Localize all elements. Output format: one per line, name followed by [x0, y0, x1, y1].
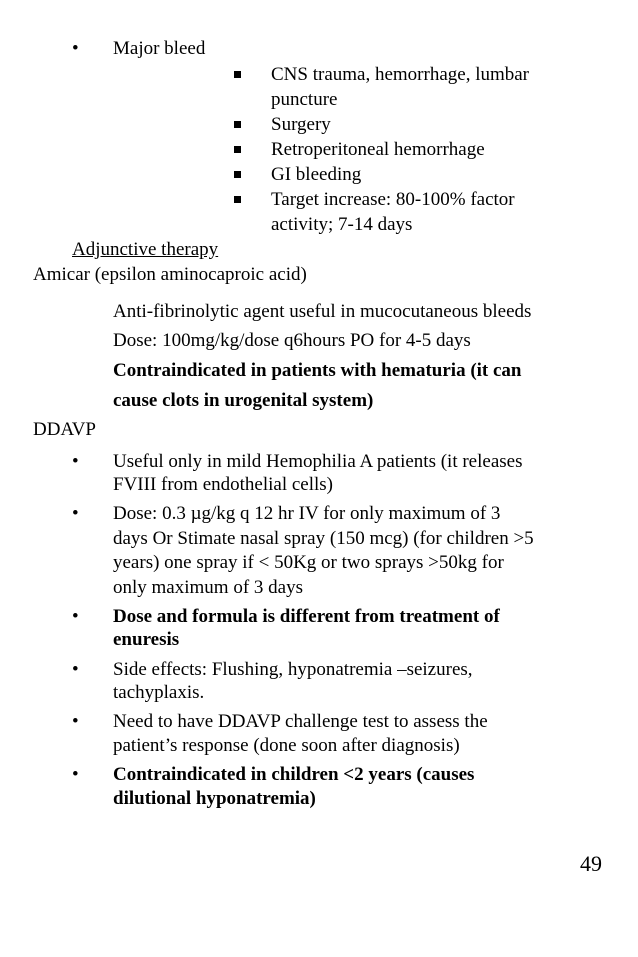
major-bleed-item: Target increase: 80-100% factor	[271, 189, 515, 210]
adjunctive-therapy-heading: Adjunctive therapy	[72, 239, 219, 260]
bullet-icon: •	[72, 606, 79, 627]
ddavp-title: DDAVP	[33, 419, 97, 440]
ddavp-item-cont-bold: enuresis	[113, 629, 180, 650]
major-bleed-item: Surgery	[271, 114, 331, 135]
amicar-contraindication: Contraindicated in patients with hematuria (it can	[113, 360, 522, 381]
square-bullet-icon	[234, 71, 241, 78]
amicar-line: Dose: 100mg/kg/dose q6hours PO for 4-5 days	[113, 330, 471, 351]
ddavp-item: Need to have DDAVP challenge test to assess the	[113, 711, 488, 732]
amicar-title: Amicar (epsilon aminocaproic acid)	[33, 264, 307, 285]
major-bleed-item: CNS trauma, hemorrhage, lumbar	[271, 64, 530, 85]
bullet-icon: •	[72, 451, 79, 472]
ddavp-item-bold: Contraindicated in children <2 years (causes	[113, 764, 475, 785]
bullet-icon: •	[72, 711, 79, 732]
amicar-contraindication: cause clots in urogenital system)	[113, 390, 374, 411]
ddavp-item: Useful only in mild Hemophilia A patients (it releases	[113, 451, 523, 472]
ddavp-item: Side effects: Flushing, hyponatremia –seizures,	[113, 659, 473, 680]
major-bleed-item: Retroperitoneal hemorrhage	[271, 139, 485, 160]
ddavp-item-cont-bold: dilutional hyponatremia)	[113, 788, 316, 809]
ddavp-item: Dose: 0.3 µg/kg q 12 hr IV for only maximum of 3	[113, 503, 501, 524]
bullet-icon: •	[72, 503, 79, 524]
ddavp-item-cont: days Or Stimate nasal spray (150 mcg) (for children >5	[113, 528, 534, 549]
bullet-icon: •	[72, 764, 79, 785]
ddavp-item-cont: tachyplaxis.	[113, 682, 205, 703]
page-number: 49	[580, 851, 602, 876]
ddavp-item-cont: years) one spray if < 50Kg or two sprays >50kg for	[113, 552, 504, 573]
ddavp-item-cont: FVIII from endothelial cells)	[113, 474, 334, 495]
amicar-line: Anti-fibrinolytic agent useful in mucocutaneous bleeds	[113, 301, 532, 322]
ddavp-item-bold: Dose and formula is different from treatment of	[113, 606, 500, 627]
square-bullet-icon	[234, 171, 241, 178]
square-bullet-icon	[234, 196, 241, 203]
major-bleed-item-cont: puncture	[271, 89, 338, 110]
major-bleed-heading: Major bleed	[113, 38, 206, 59]
square-bullet-icon	[234, 146, 241, 153]
bullet-icon: •	[72, 38, 79, 59]
ddavp-item-cont: patient’s response (done soon after diagnosis)	[113, 735, 460, 756]
major-bleed-item: GI bleeding	[271, 164, 362, 185]
square-bullet-icon	[234, 121, 241, 128]
bullet-icon: •	[72, 659, 79, 680]
major-bleed-item-cont: activity; 7-14 days	[271, 214, 413, 235]
ddavp-item-cont: only maximum of 3 days	[113, 577, 303, 598]
